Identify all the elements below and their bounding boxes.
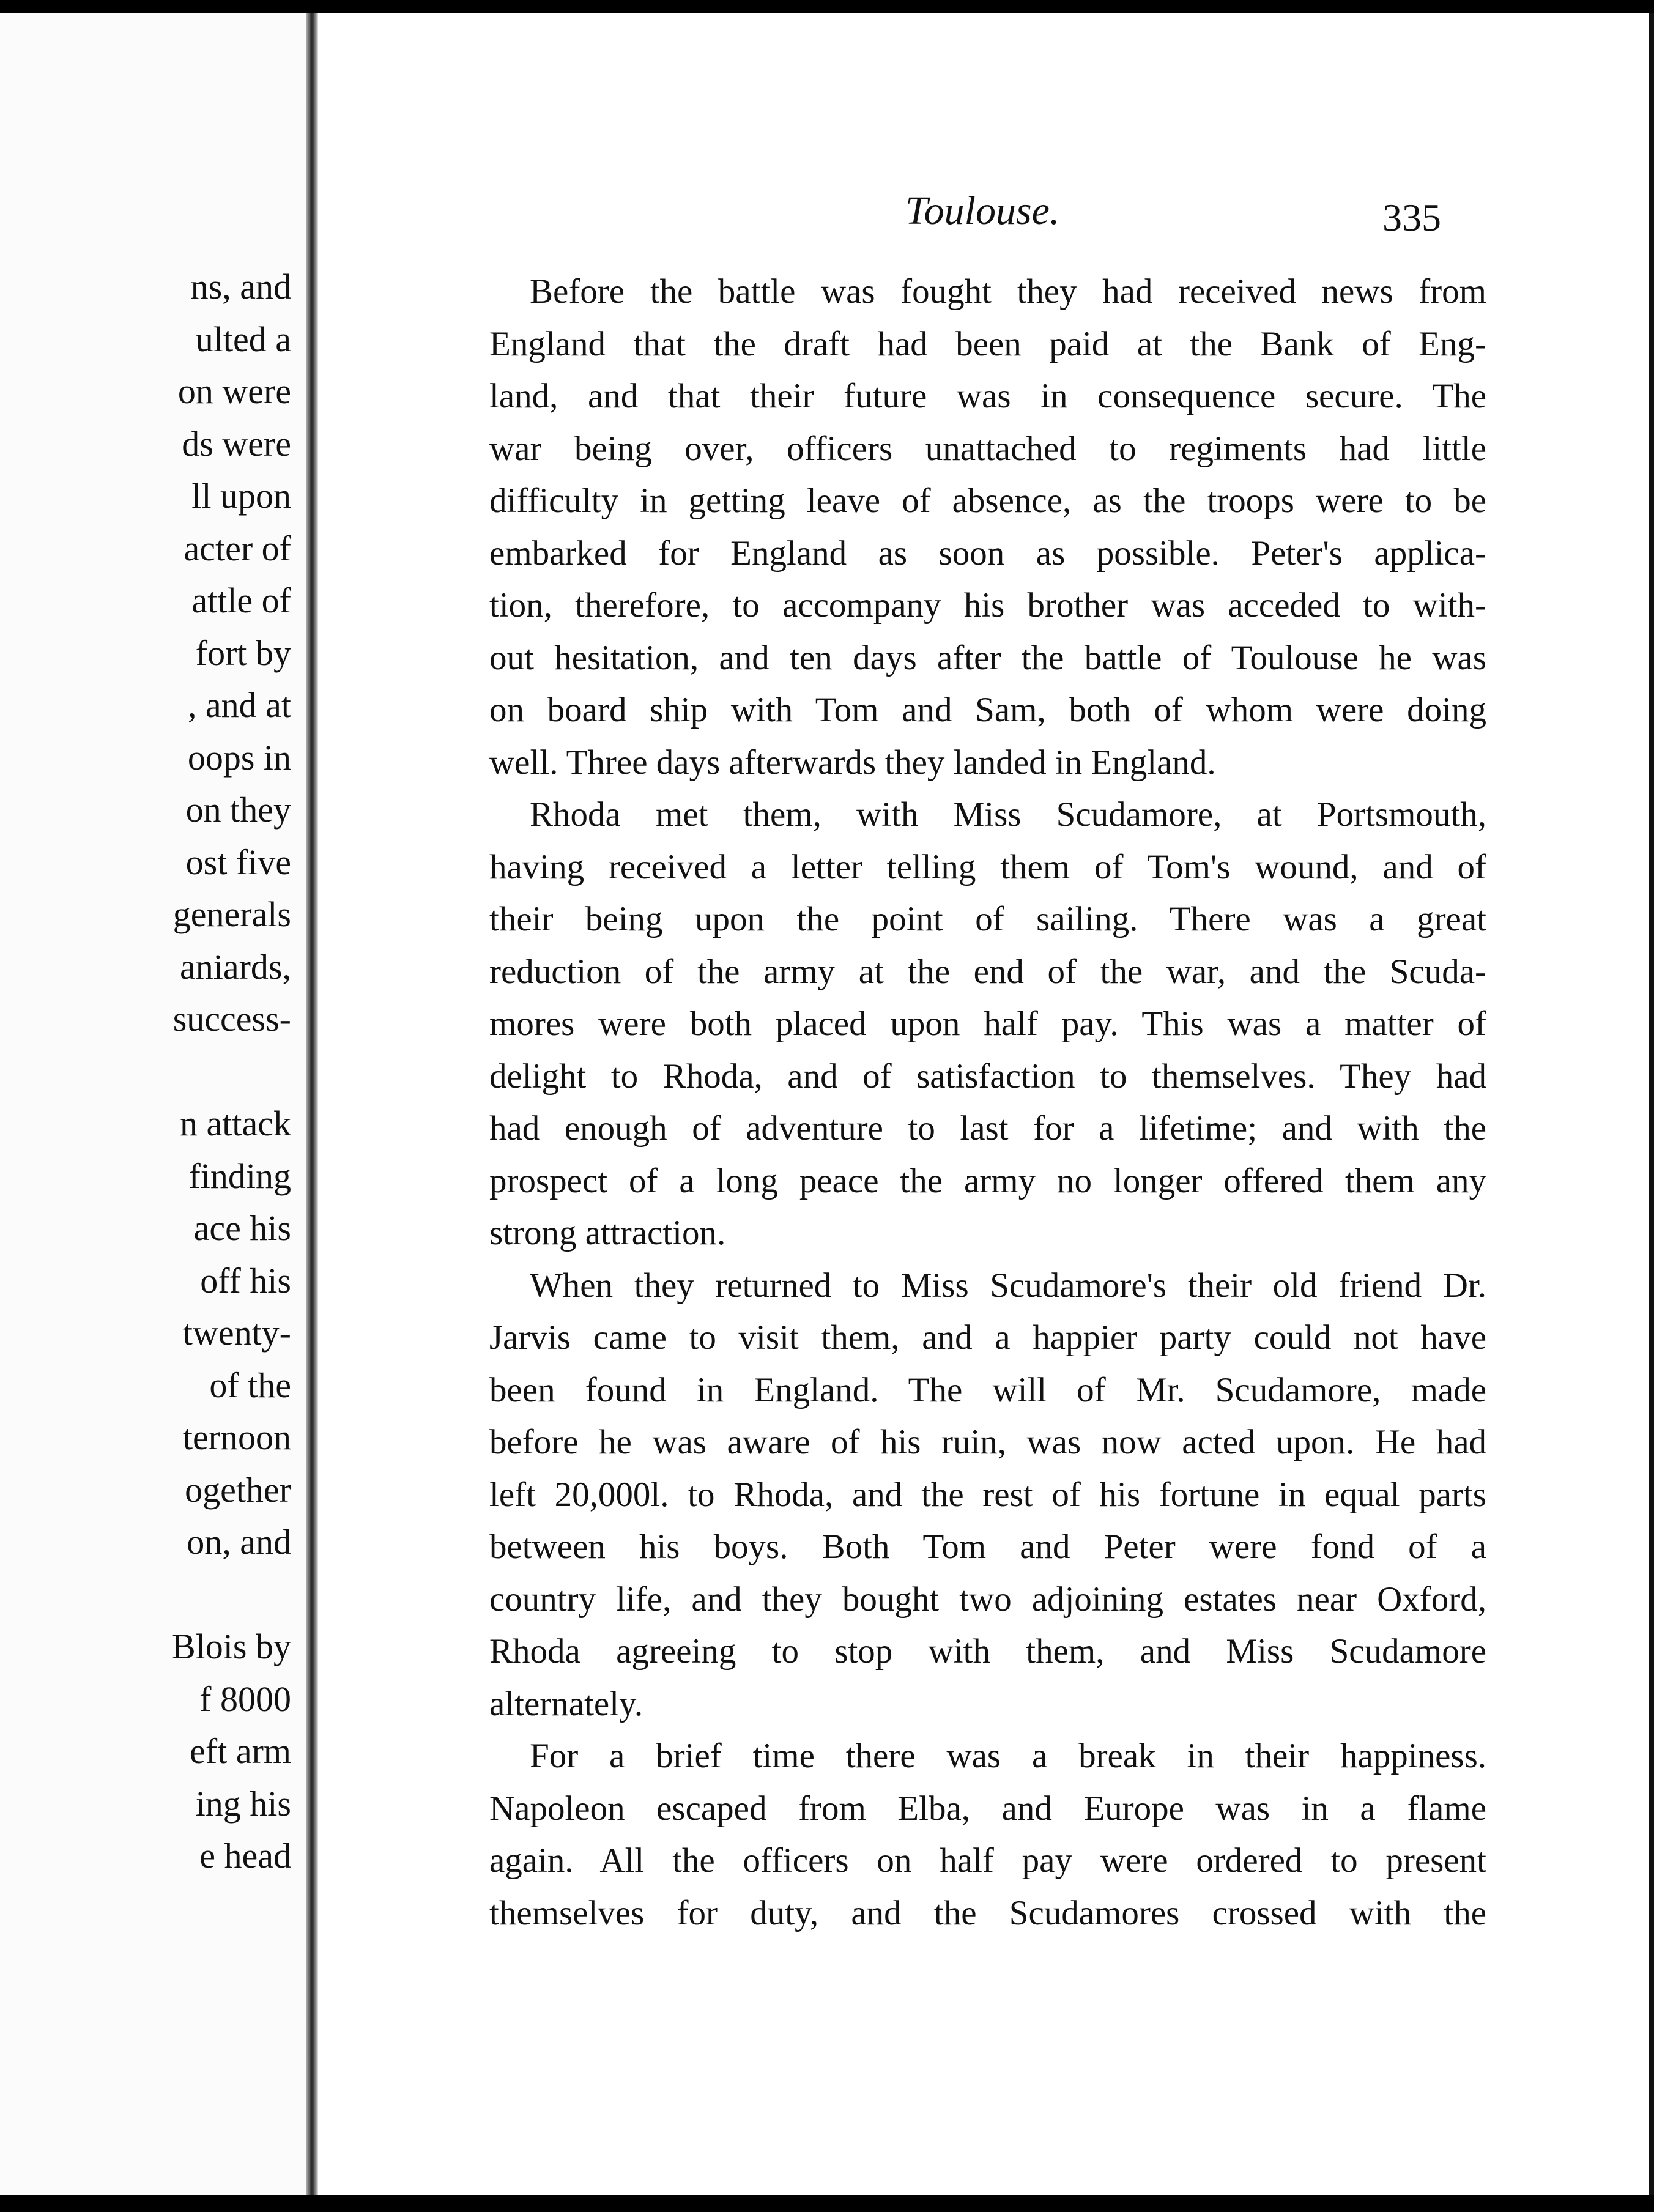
left-page-line: aniards, xyxy=(180,946,291,987)
left-page-line: eft arm xyxy=(190,1731,291,1771)
left-page-line: finding xyxy=(188,1156,291,1196)
left-page-line: on, and xyxy=(187,1522,291,1562)
text-line: embarked for England as soon as possible. Peter's applica- xyxy=(489,533,1486,573)
text-line: prospect of a long peace the army no longer offered them any xyxy=(489,1161,1486,1200)
left-page-line: attle of xyxy=(191,581,291,620)
text-line: alternately. xyxy=(489,1684,643,1723)
text-line: on board ship with Tom and Sam, both of whom were doing xyxy=(489,691,1486,729)
left-page-line: acter of xyxy=(184,528,291,568)
text-line: England that the draft had been paid at the Bank of Eng- xyxy=(489,324,1486,363)
text-line: delight to Rhoda, and of satisfaction to themselves. They had xyxy=(489,1056,1486,1096)
left-page-line: ll upon xyxy=(191,476,291,516)
text-line: again. All the officers on half pay were ordered to present xyxy=(489,1841,1486,1880)
text-line: country life, and they bought two adjoining estates near Oxford, xyxy=(489,1579,1486,1619)
text-line: their being upon the point of sailing. There was a great xyxy=(489,900,1486,938)
text-line: Napoleon escaped from Elba, and Europe was in a flame xyxy=(489,1789,1486,1828)
text-line: well. Three days afterwards they landed in England. xyxy=(489,743,1216,782)
text-line: war being over, officers unattached to regiments had little xyxy=(489,429,1486,468)
left-page-line: fort by xyxy=(195,633,291,673)
text-line: themselves for duty, and the Scudamores crossed with the xyxy=(489,1893,1486,1932)
left-page-line: Blois by xyxy=(172,1627,291,1666)
text-line: difficulty in getting leave of absence, as the troops were to be xyxy=(489,481,1486,520)
left-page-line: e head xyxy=(199,1836,291,1876)
text-line: land, and that their future was in consequence secure. The xyxy=(489,377,1486,415)
book-spread xyxy=(0,13,1654,2195)
left-page-line: ulted a xyxy=(195,319,291,359)
text-line: tion, therefore, to accompany his brother was acceded to with- xyxy=(489,586,1486,625)
left-page-line: twenty- xyxy=(182,1313,291,1353)
text-line: out hesitation, and ten days after the battle of Toulouse he was xyxy=(489,638,1486,677)
text-line: had enough of adventure to last for a lifetime; and with the xyxy=(489,1109,1486,1148)
text-line: mores were both placed upon half pay. This was a matter of xyxy=(489,1004,1486,1043)
text-line: When they returned to Miss Scudamore's their old friend Dr. xyxy=(530,1266,1486,1305)
left-page-line: ns, and xyxy=(190,267,291,306)
left-page-line: n attack xyxy=(180,1104,291,1143)
left-page-text xyxy=(0,13,306,2195)
text-line: Rhoda met them, with Miss Scudamore, at Portsmouth, xyxy=(530,795,1486,834)
running-header-title: Toulouse. xyxy=(905,188,1060,233)
left-page-line: ace his xyxy=(193,1208,291,1248)
left-page-line: ternoon xyxy=(182,1417,291,1457)
text-line: reduction of the army at the end of the war, and the Scuda- xyxy=(489,952,1486,991)
book-gutter xyxy=(306,13,318,2195)
text-line: Before the battle was fought they had received news from xyxy=(530,272,1486,311)
text-line: strong attraction. xyxy=(489,1214,726,1252)
left-page-line: success- xyxy=(172,999,291,1039)
left-page-line: oops in xyxy=(187,737,291,778)
left-page-line: ds were xyxy=(182,423,291,464)
body-text xyxy=(489,265,1486,1939)
scan-edge xyxy=(1649,13,1654,2195)
left-page-line: generals xyxy=(172,894,291,934)
text-line: Rhoda agreeing to stop with them, and Miss Scudamore xyxy=(489,1632,1486,1671)
text-line: having received a letter telling them of Tom's wound, and of xyxy=(489,847,1486,886)
page-number: 335 xyxy=(1382,196,1441,239)
left-page-line: ogether xyxy=(185,1469,291,1510)
left-page-line: f 8000 xyxy=(199,1679,291,1719)
left-page-line: ost five xyxy=(185,842,291,882)
text-line: been found in England. The will of Mr. Scudamore, made xyxy=(489,1370,1486,1409)
left-page-line: of the xyxy=(209,1365,291,1405)
text-line: before he was aware of his ruin, was now acted upon. He had xyxy=(489,1423,1486,1461)
text-line: For a brief time there was a break in their happiness. xyxy=(530,1737,1486,1775)
left-page-line: on were xyxy=(177,371,291,411)
text-line: Jarvis came to visit them, and a happier party could not have xyxy=(489,1318,1486,1357)
left-page-line: on they xyxy=(185,790,291,830)
left-page-line: off his xyxy=(200,1260,291,1301)
text-line: between his boys. Both Tom and Peter were fond of a xyxy=(489,1527,1486,1566)
text-line: left 20,000l. to Rhoda, and the rest of his fortune in equal parts xyxy=(489,1475,1486,1514)
left-page-fragment xyxy=(0,13,306,2195)
right-page xyxy=(318,13,1654,2195)
left-page-line: , and at xyxy=(187,685,291,725)
left-page-line: ing his xyxy=(195,1783,291,1824)
